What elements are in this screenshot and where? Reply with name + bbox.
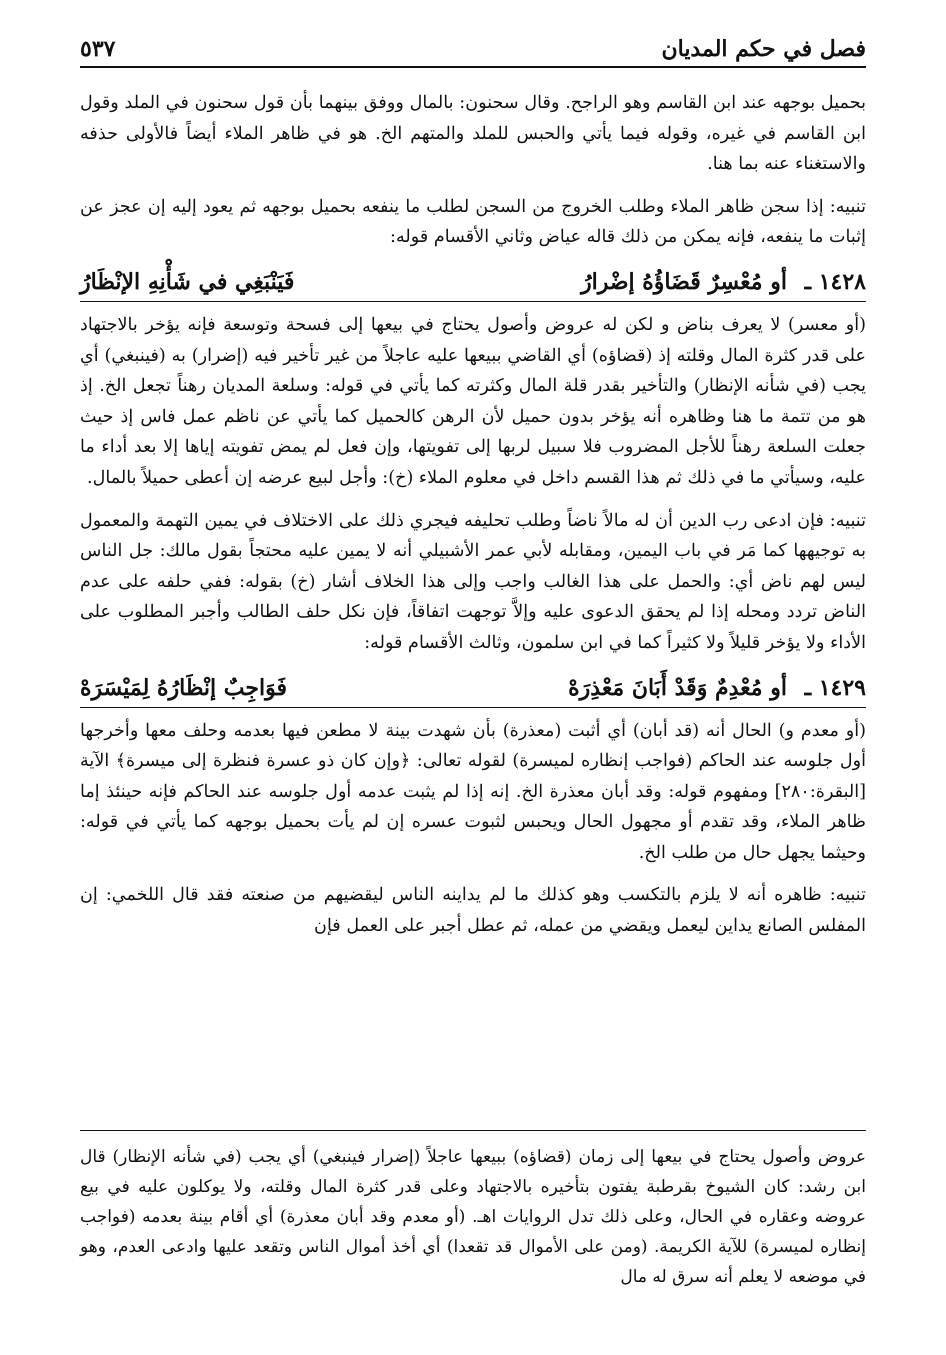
verse-first-hemistich [581,265,866,299]
verse-number: ١٤٢٨ ـ [804,268,866,295]
verse-right-text: أو مُعْسِرٌ قَضَاؤُهُ إضْرارُ [580,268,787,295]
note-paragraph: تنبيه: فإن ادعى رب الدين أن له مالاً ناضاً وطلب تحليفه فيجري ذلك على الاختلاف في يمين التهمة والمعمول به توجيهها كما مَر في باب اليمين، ومقابله لأبي عمر الأشبيلي أنه لا يمين عليه محتجاً بقول مالك: جل الناس ليس لهم ناض أي: والحمل على هذا الغالب واجب وإلى هذا الخلاف أشار (خ) بقوله: ففي حلفه على عدم الناض تردد ومحله إذا لم يحقق الدعوى عليه وإلاَّ توجهت اتفاقاً، فإن نكل حلف الطالب وأجبر المطلوب على الأداء ولا يؤخر قليلاً ولا كثيراً كما في ابن سلمون، وثالث الأقسام قوله: [80,510,866,653]
paragraph: بحميل بوجهه عند ابن القاسم وهو الراجح. وقال سحنون: بالمال ووفق بينهما بأن قول سحنون في الملد وقول ابن القاسم في غيره، وقوله فيما يأتي والحبس للملد والمتهم الخ. هو في ظاهر الملاء أيضاً فالأولى حذفه والاستغناء عنه بما هنا. [80,93,866,175]
page-header [80,30,866,68]
footnote-text: عروض وأصول يحتاج في بيعها إلى زمان (قضاؤه) ببيعها عاجلاً (إضرار فينبغي) أي يجب (في شأنه الإنظار) قال ابن رشد: كان الشيوخ بقرطبة يفتون بتأخيره بالاجتهاد وعلى قدر كثرة المال وقلته، ولا يوكلون عليه في بيع عروضه وعقاره في الحال، وعلى ذلك تدل الروايات اهـ. (أو معدم وقد أبان معذرة) أي أقام بينة بعدمه (فواجب إنظاره لميسرة) للآية الكريمة. (ومن على الأموال قد تقعدا) أي أخذ أموال الناس وتقعد عليها وادعى العدم، وهو في موضعه لا يعلم أنه سرق له مال [80,1147,866,1287]
commentary-paragraph: (أو معسر) لا يعرف بناض و لكن له عروض وأصول يحتاج في بيعها إلى فسحة وتوسعة فإنه يؤخر بالاجتهاد على قدر كثرة المال وقلته إذ (قضاؤه) أي القاضي ببيعها عليه عاجلاً من غير تأخير فيه (إضرار) به (فينبغي) أي يجب (في شأنه الإنظار) والتأخير بقدر قلة المال وكثرته كما يأتي في قوله: وسلعة المديان رهناً تجعل الخ. إذ هو من تتمة ما هنا وظاهره أنه يؤخر بدون حميل لأن الرهن كالحميل كما يأتي عن ناظم عمل فاس إذ حيث جعلت السلعة رهناً للأجل المضروب فلا سبيل لربها إلى تفويتها، وإن فعل لم يمض تفويته إياها إلا بعد أداء ما عليه، وسيأتي ما في ذلك ثم هذا القسم داخل في معلوم الملاء (خ): وأجل لبيع عرضه إن أعطى حميلاً بالمال. [80,314,866,488]
verse-second-hemistich: فَيَنْبَغِي في شَأْنِهِ الإنْظَارُ [80,268,295,295]
footnote-divider [80,1130,866,1131]
verse-first-hemistich [568,671,866,705]
running-title: فصل في حكم المديان [661,36,866,62]
verse-line [80,671,866,708]
footnote [80,1142,866,1292]
page-number: ٥٣٧ [80,36,116,62]
verse-right-text: أو مُعْدِمٌ وَقَدْ أَبَانَ مَعْذِرَهْ [568,674,787,701]
verse-second-hemistich: فَوَاجِبٌ إنْظَارُهُ لِمَيْسَرَهْ [80,674,288,701]
note-paragraph: تنبيه: إذا سجن ظاهر الملاء وطلب الخروج من السجن لطلب ما ينفعه بحميل بوجهه ثم يعود إليه إن عجز عن إثبات ما ينفعه، فإنه يمكن من ذلك قاله عياض وثاني الأقسام قوله: [80,196,866,248]
verse-number: ١٤٢٩ ـ [804,674,866,701]
commentary-paragraph: (أو معدم و) الحال أنه (قد أبان) أي أثبت (معذرة) بأن شهدت بينة لا مطعن فيها بعدمه وحلف معها وأخرجها أول جلوسه عند الحاكم (فواجب إنظاره لميسرة) لقوله تعالى: ﴿وإن كان ذو عسرة فنظرة إلى ميسرة﴾ الآية [البقرة:٢٨٠] ومفهوم قوله: وقد أبان معذرة الخ. إنه إذا لم يثبت عدمه أول جلوسه عند الحاكم فإنه حينئذ إما ظاهر الملاء، وقد تقدم أو مجهول الحال ويحبس لثبوت عسره إن لم يأت بحميل بوجهه كما يأتي في قوله: وحيثما يجهل حال من طلب الخ. [80,720,866,863]
verse-line [80,265,866,302]
note-paragraph: تنبيه: ظاهره أنه لا يلزم بالتكسب وهو كذلك ما لم يداينه الناس ليقضيهم من صنعته فقد قال اللخمي: إن المفلس الصانع يداين ليعمل ويقضي من عمله، ثم عطل أجبر على العمل فإن [80,885,866,937]
main-text [80,88,866,954]
